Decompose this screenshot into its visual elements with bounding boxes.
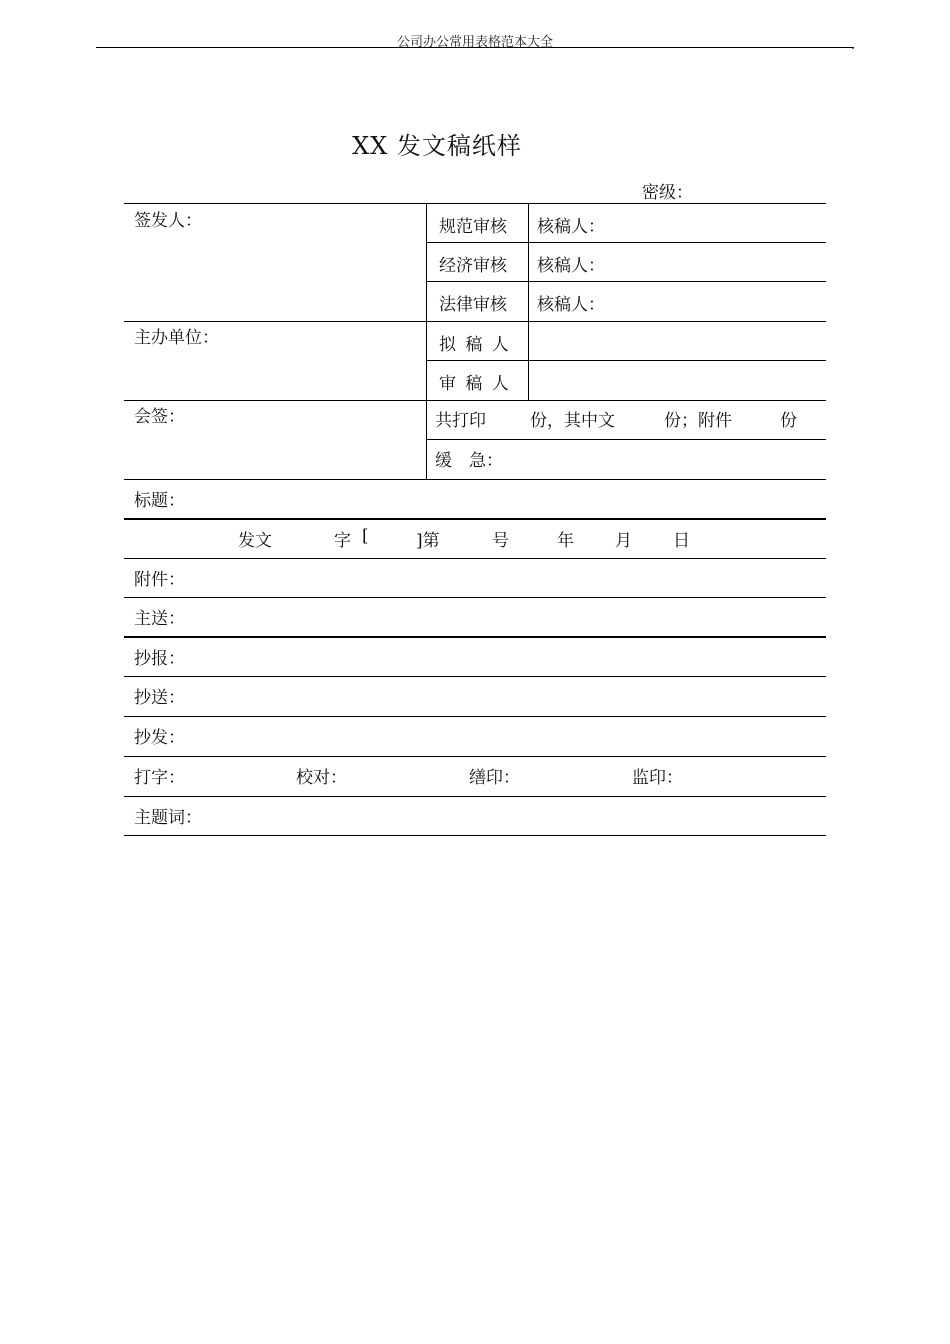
countersign-block xyxy=(124,401,826,480)
review-checker-standard[interactable]: 核稿人： xyxy=(537,217,605,237)
divider xyxy=(528,322,529,400)
divider xyxy=(426,439,826,440)
divider xyxy=(426,360,826,361)
header-rule xyxy=(96,47,854,48)
print-copies-text-b: 份；附件 xyxy=(664,411,732,431)
doc-number-nian: 年 xyxy=(557,531,574,551)
approval-block xyxy=(124,203,826,322)
divider xyxy=(426,281,826,282)
keywords-label: 主题词： xyxy=(134,808,202,828)
divider xyxy=(426,401,427,479)
doc-number-zi: 字 xyxy=(334,531,351,551)
attachment-label: 附件： xyxy=(134,570,185,590)
review-checker-economic[interactable]: 核稿人： xyxy=(537,256,605,276)
main-send-label: 主送： xyxy=(134,609,185,629)
reviewer-label: 审 稿 人 xyxy=(439,374,509,394)
print-copies-text-a: 份，其中文 xyxy=(530,411,615,431)
doc-number-fawen: 发文 xyxy=(238,531,272,551)
doc-number-yue: 月 xyxy=(615,531,632,551)
doc-number-row xyxy=(124,520,826,559)
host-unit-label: 主办单位： xyxy=(134,328,219,348)
page-header-title: 公司办公常用表格范本大全 xyxy=(396,35,553,50)
divider xyxy=(426,242,826,243)
header-dot: . xyxy=(851,38,855,52)
copy-issue-label: 抄发： xyxy=(134,728,185,748)
divider xyxy=(426,322,427,400)
report-row xyxy=(124,638,826,677)
proofread-label: 校对： xyxy=(296,768,347,788)
doc-number-ri: 日 xyxy=(673,531,690,551)
secret-level-label: 密级： xyxy=(642,183,693,203)
typing-label: 打字： xyxy=(134,768,185,788)
attachment-row xyxy=(124,559,826,598)
keywords-row xyxy=(124,797,826,836)
supervise-label: 监印： xyxy=(632,768,683,788)
review-type-legal: 法律审核 xyxy=(439,295,507,315)
copy-send-row xyxy=(124,677,826,717)
drafter-label: 拟 稿 人 xyxy=(439,335,509,355)
staff-row xyxy=(124,757,826,797)
printing-label: 缮印： xyxy=(469,768,520,788)
divider xyxy=(426,204,427,321)
subject-row xyxy=(124,480,826,520)
print-copies-text-c: 份 xyxy=(780,411,797,431)
document-title: XX 发文稿纸样 xyxy=(352,132,522,160)
divider xyxy=(528,204,529,321)
doc-number-hao: 号 xyxy=(492,531,509,551)
drafting-block xyxy=(124,322,826,401)
countersign-label: 会签： xyxy=(134,407,185,427)
review-type-standard: 规范审核 xyxy=(439,217,507,237)
review-type-economic: 经济审核 xyxy=(439,256,507,276)
copy-send-label: 抄送： xyxy=(134,688,185,708)
print-total-label: 共打印 xyxy=(435,411,486,431)
subject-label: 标题： xyxy=(134,491,185,511)
main-send-row xyxy=(124,598,826,638)
signer-label: 签发人： xyxy=(134,211,202,231)
copy-issue-row xyxy=(124,717,826,757)
doc-number-bracket-open: [ xyxy=(362,526,369,546)
dispatch-form xyxy=(124,203,826,836)
report-label: 抄报： xyxy=(134,649,185,669)
urgency-label: 缓 急： xyxy=(435,451,503,471)
review-checker-legal[interactable]: 核稿人： xyxy=(537,295,605,315)
doc-number-bracket-close: ]第 xyxy=(416,531,440,551)
